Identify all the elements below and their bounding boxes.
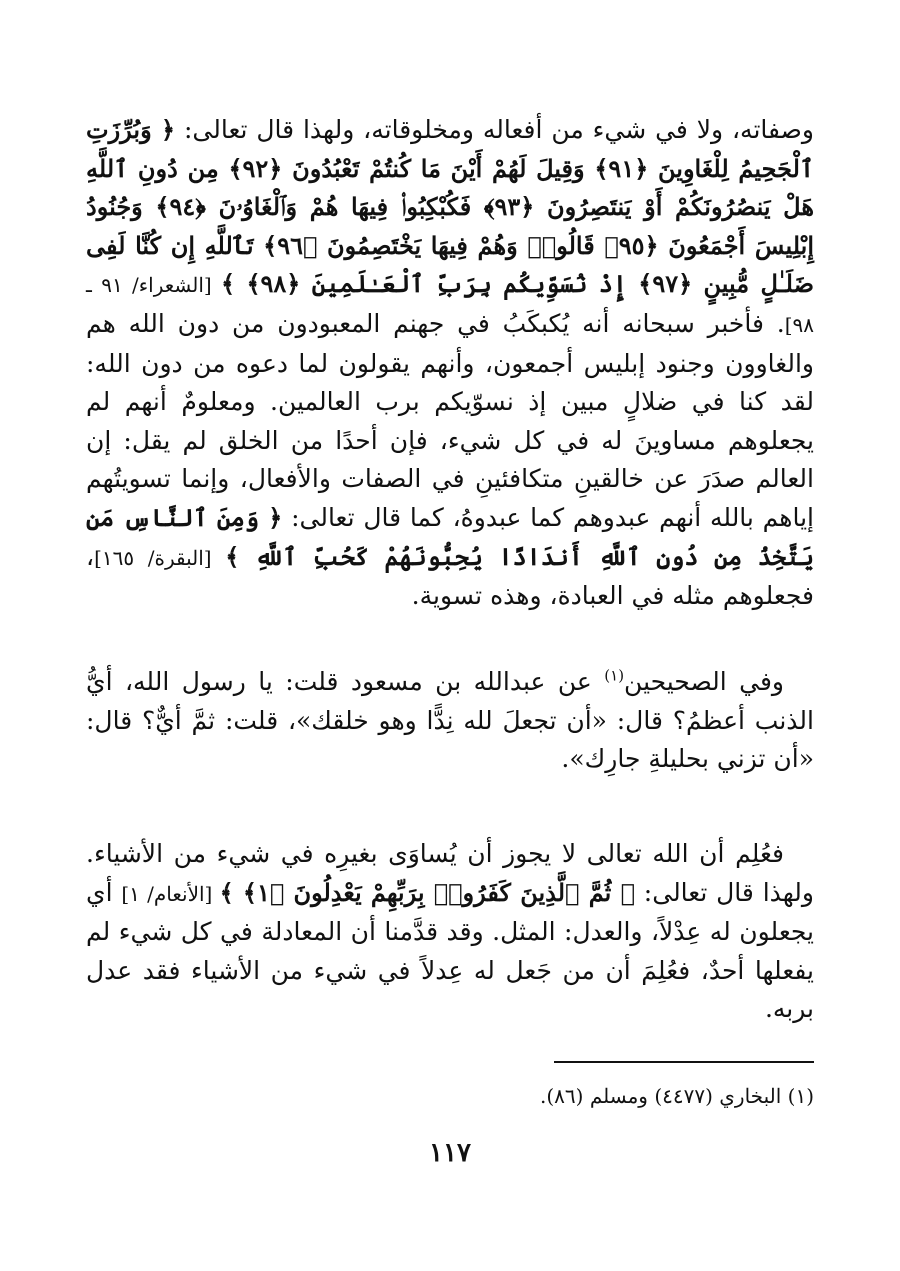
footnote [86,1081,814,1111]
verse-citation-baqara: [البقرة/ ١٦٥] [94,545,226,570]
paragraph-3 [86,835,814,1029]
paragraph-1-text-2: . فأخبر سبحانه أنه يُكبكَبُ في جهنم المعبودون من دون الله هم والغاوون وجنود إبليس أجمعون، وأنهم يقولون لما دعوه من دون الله: لقد كنا في ضلالٍ مبين إذ نسوّيكم برب العالمين. ومعلومٌ أنهم لم يجعلوهم مساوينَ له في كل شيء، فإن أحدًا من الخلق لم يقل: إن العالم صدَرَ عن خالقينِ متكافئينِ في الصفات والأفعال، وإنما تسويتُهم إياهم بالله أنهم عبدوهم كما عبدوهُ، كما قال تعالى: [86,308,814,532]
footnote-number: (١) [787,1084,814,1108]
paragraph-3-text-2: أي يجعلون له عِدْلاً، والعدل: المثل. وقد قدَّمنا أن المعادلة في كل شيء لم يفعلها أحدٌ، فعُلِمَ أن من جَعل له عِدلاً في شيء من الأشياء فقد عدل بربه. [86,877,814,1024]
paragraph-2-text-2: عن عبدالله بن مسعود قلت: يا رسول الله، أيُّ الذنب أعظمُ؟ قال: «أن تجعلَ لله نِدًّا وهو خلقك»، قلت: ثمَّ أيٌّ؟ قال: «أن تزني بحليلةِ جارِك». [86,667,814,774]
paragraph-1-text-1: وصفاته، ولا في شيء من أفعاله ومخلوقاته، ولهذا قال تعالى: [175,115,814,144]
paragraph-1 [86,111,814,616]
paragraph-2-text-1: وفي الصحيحين [624,667,784,696]
quran-verse-shuara: ﴿ وَبُرِّزَتِ ٱلْجَحِيمُ لِلْغَاوِينَ ﴿٩١﴾ وَقِيلَ لَهُمْ أَيْنَ مَا كُنتُمْ تَعْبُدُونَ ﴿٩٢﴾ مِن دُونِ ٱللَّهِ هَلْ يَنصُرُونَكُمْ أَوْ يَنتَصِرُونَ ﴿٩٣﴾ فَكُبْكِبُوا۟ فِيهَا هُمْ وَٱلْغَاوُۥنَ ﴿٩٤﴾ وَجُنُودُ إِبْلِيسَ أَجْمَعُونَ ﴿٩٥﴾ قَالُوا۟ وَهُمْ فِيهَا يَخْتَصِمُونَ ﴿٩٦﴾ تَٱللَّهِ إِن كُنَّا لَفِى ضَلَـٰلٍ مُّبِينٍ ﴿٩٧﴾ إِذْ نُسَوِّيكُم بِرَبِّ ٱلْعَـٰلَمِينَ ﴿٩٨﴾ ﴾ [86,115,815,299]
footnote-divider [554,1061,814,1063]
quran-verse-baqara: ﴿ وَمِنَ ٱلنَّاسِ مَن يَتَّخِذُ مِن دُونِ ٱللَّهِ أَندَادًا يُحِبُّونَهُمْ كَحُبِّ ٱللَّهِ ﴾ [86,502,815,571]
paragraph-1-text-3: ، فجعلوهم مثله في العبادة، وهذه تسوية. [86,541,814,611]
paragraph-3-text-1: فعُلِم أن الله تعالى لا يجوز أن يُساوَى بغيرِه في شيء من الأشياء. ولهذا قال تعالى: [86,839,814,907]
paragraph-2 [86,663,814,779]
page-number: ١١٧ [429,1138,471,1168]
footnote-reference: (١) [604,666,625,685]
verse-citation-shuara: [الشعراء/ ٩١ ـ ٩٨] [86,273,814,337]
quran-verse-anam: ﴿ ثُمَّ ٱلَّذِينَ كَفَرُوا۟ بِرَبِّهِمْ يَعْدِلُونَ ﴿١﴾ ﴾ [219,877,635,907]
verse-citation-anam: [الأنعام/ ١] [121,881,220,906]
footnote-text: البخاري (٤٤٧٧) ومسلم (٨٦). [540,1084,788,1108]
